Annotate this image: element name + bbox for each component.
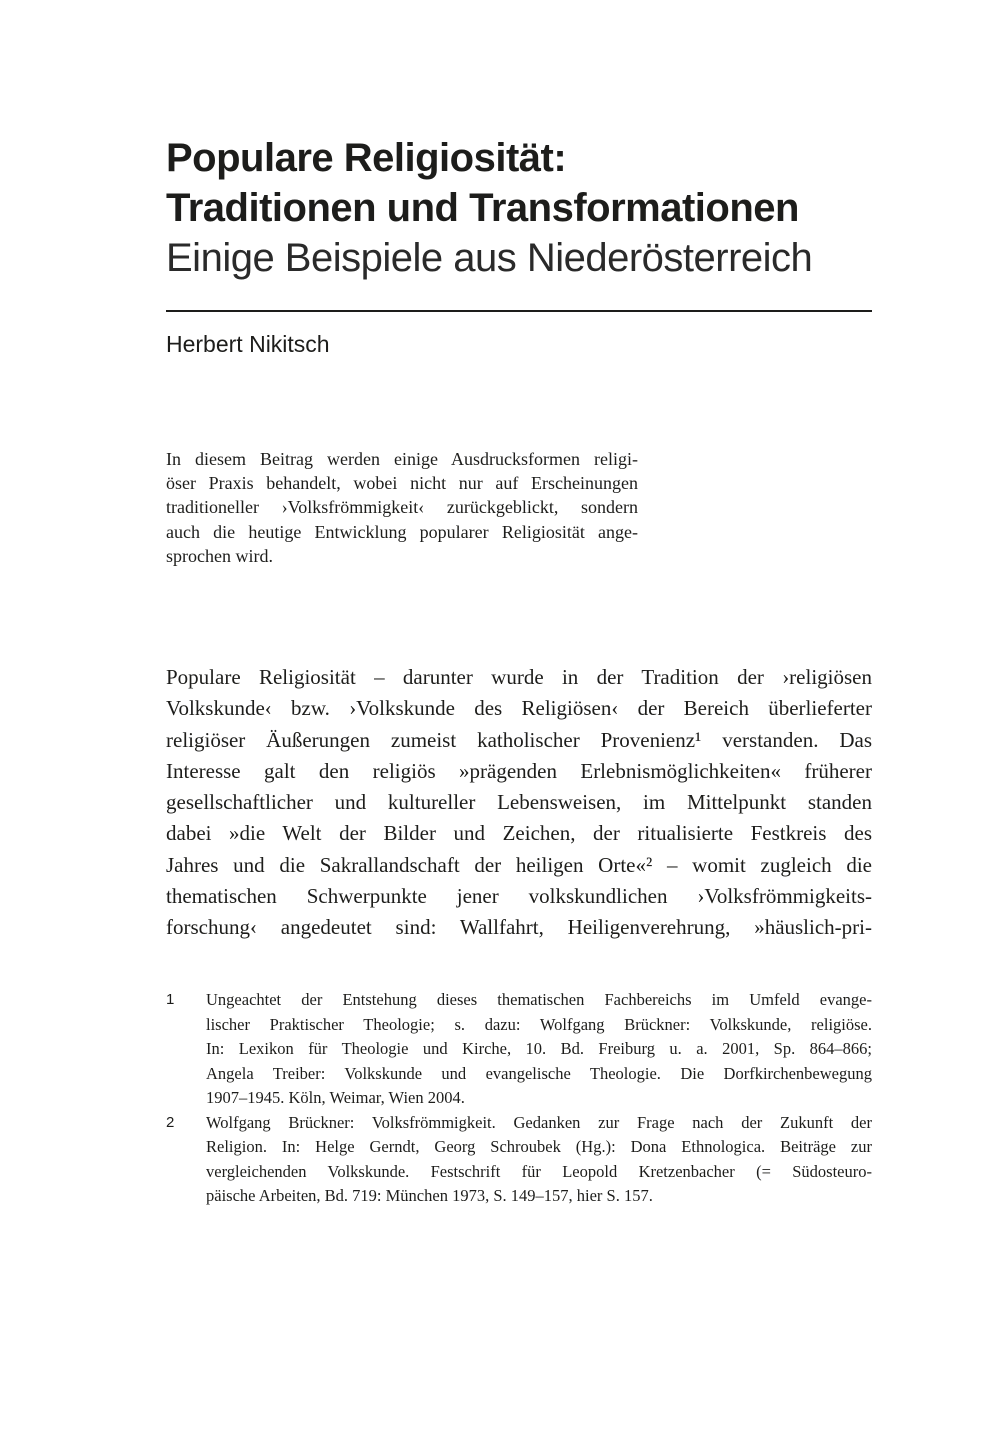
footnote-2-text [206,1111,872,1209]
text-line: päische Arbeiten, Bd. 719: München 1973, S. 149–157, hier S. 157. [206,1186,653,1205]
text-line: gesellschaftlicher und kultureller Lebensweisen, im Mittelpunkt standen [166,790,872,815]
text-line: 1907–1945. Köln, Weimar, Wien 2004. [206,1088,465,1107]
text-line: lischer Praktischer Theologie; s. dazu: Wolfgang Brückner: Volkskunde, religiöse. [206,1014,872,1034]
footnote-1-number: 1 [166,991,175,1008]
text-line: religiöser Äußerungen zumeist katholischer Provenienz¹ verstanden. Das [166,727,872,752]
footnote-1 [166,988,872,1111]
text-line: Volkskunde‹ bzw. ›Volkskunde des Religiösen‹ der Bereich überlieferter [166,696,872,721]
title-divider-rule [166,310,872,312]
article-subtitle: Einige Beispiele aus Niederösterreich [166,236,813,280]
text-line: thematischen Schwerpunkte jener volkskundlichen ›Volksfrömmigkeits- [166,884,872,909]
text-line: Wolfgang Brückner: Volksfrömmigkeit. Gedanken zur Frage nach der Zukunft der [206,1112,872,1132]
author-name: Herbert Nikitsch [166,331,330,357]
body-paragraph [166,662,872,944]
text-line: Ungeachtet der Entstehung dieses thematischen Fachbereichs im Umfeld evange- [206,990,872,1009]
footnote-2-number: 2 [166,1113,175,1131]
text-line: forschung‹ angedeutet sind: Wallfahrt, Heiligenverehrung, »häuslich-pri- [166,915,872,940]
text-line: In: Lexikon für Theologie und Kirche, 10. Bd. Freiburg u. a. 2001, Sp. 864–866; [206,1039,872,1058]
text-line: traditioneller ›Volksfrömmigkeit‹ zurückgeblickt, sondern [166,497,638,518]
text-line: In diesem Beitrag werden einige Ausdrucksformen religi- [166,449,638,469]
text-line: vergleichenden Volkskunde. Festschrift für Leopold Kretzenbacher (= Südosteuro- [206,1161,872,1181]
text-line: Populare Religiosität – darunter wurde in der Tradition der ›religiösen [166,665,872,689]
text-line: Interesse galt den religiös »prägenden Erlebnismöglichkeiten« früherer [166,758,872,783]
text-line: öser Praxis behandelt, wobei nicht nur auf Erscheinungen [166,473,638,494]
text-line: Religion. In: Helge Gerndt, Georg Schroubek (Hg.): Dona Ethnologica. Beiträge zur [206,1137,872,1156]
footnote-1-text [206,988,872,1111]
text-line: sprochen wird. [166,545,273,566]
text-line: Angela Treiber: Volkskunde und evangelische Theologie. Die Dorfkirchenbewegung [206,1063,872,1083]
footnotes-section [166,988,872,1209]
text-line: auch die heutige Entwicklung popularer Religiosität ange- [166,521,638,542]
article-title-line-2: Traditionen und Transformationen [166,186,799,230]
text-line: Jahres und die Sakrallandschaft der heiligen Orte«² – womit zugleich die [166,852,872,877]
text-line: dabei »die Welt der Bilder und Zeichen, der ritualisierte Festkreis des [166,821,872,846]
abstract-paragraph [166,447,638,568]
footnote-2 [166,1111,872,1209]
article-title-line-1: Populare Religiosität: [166,136,567,180]
article-header [166,133,878,283]
